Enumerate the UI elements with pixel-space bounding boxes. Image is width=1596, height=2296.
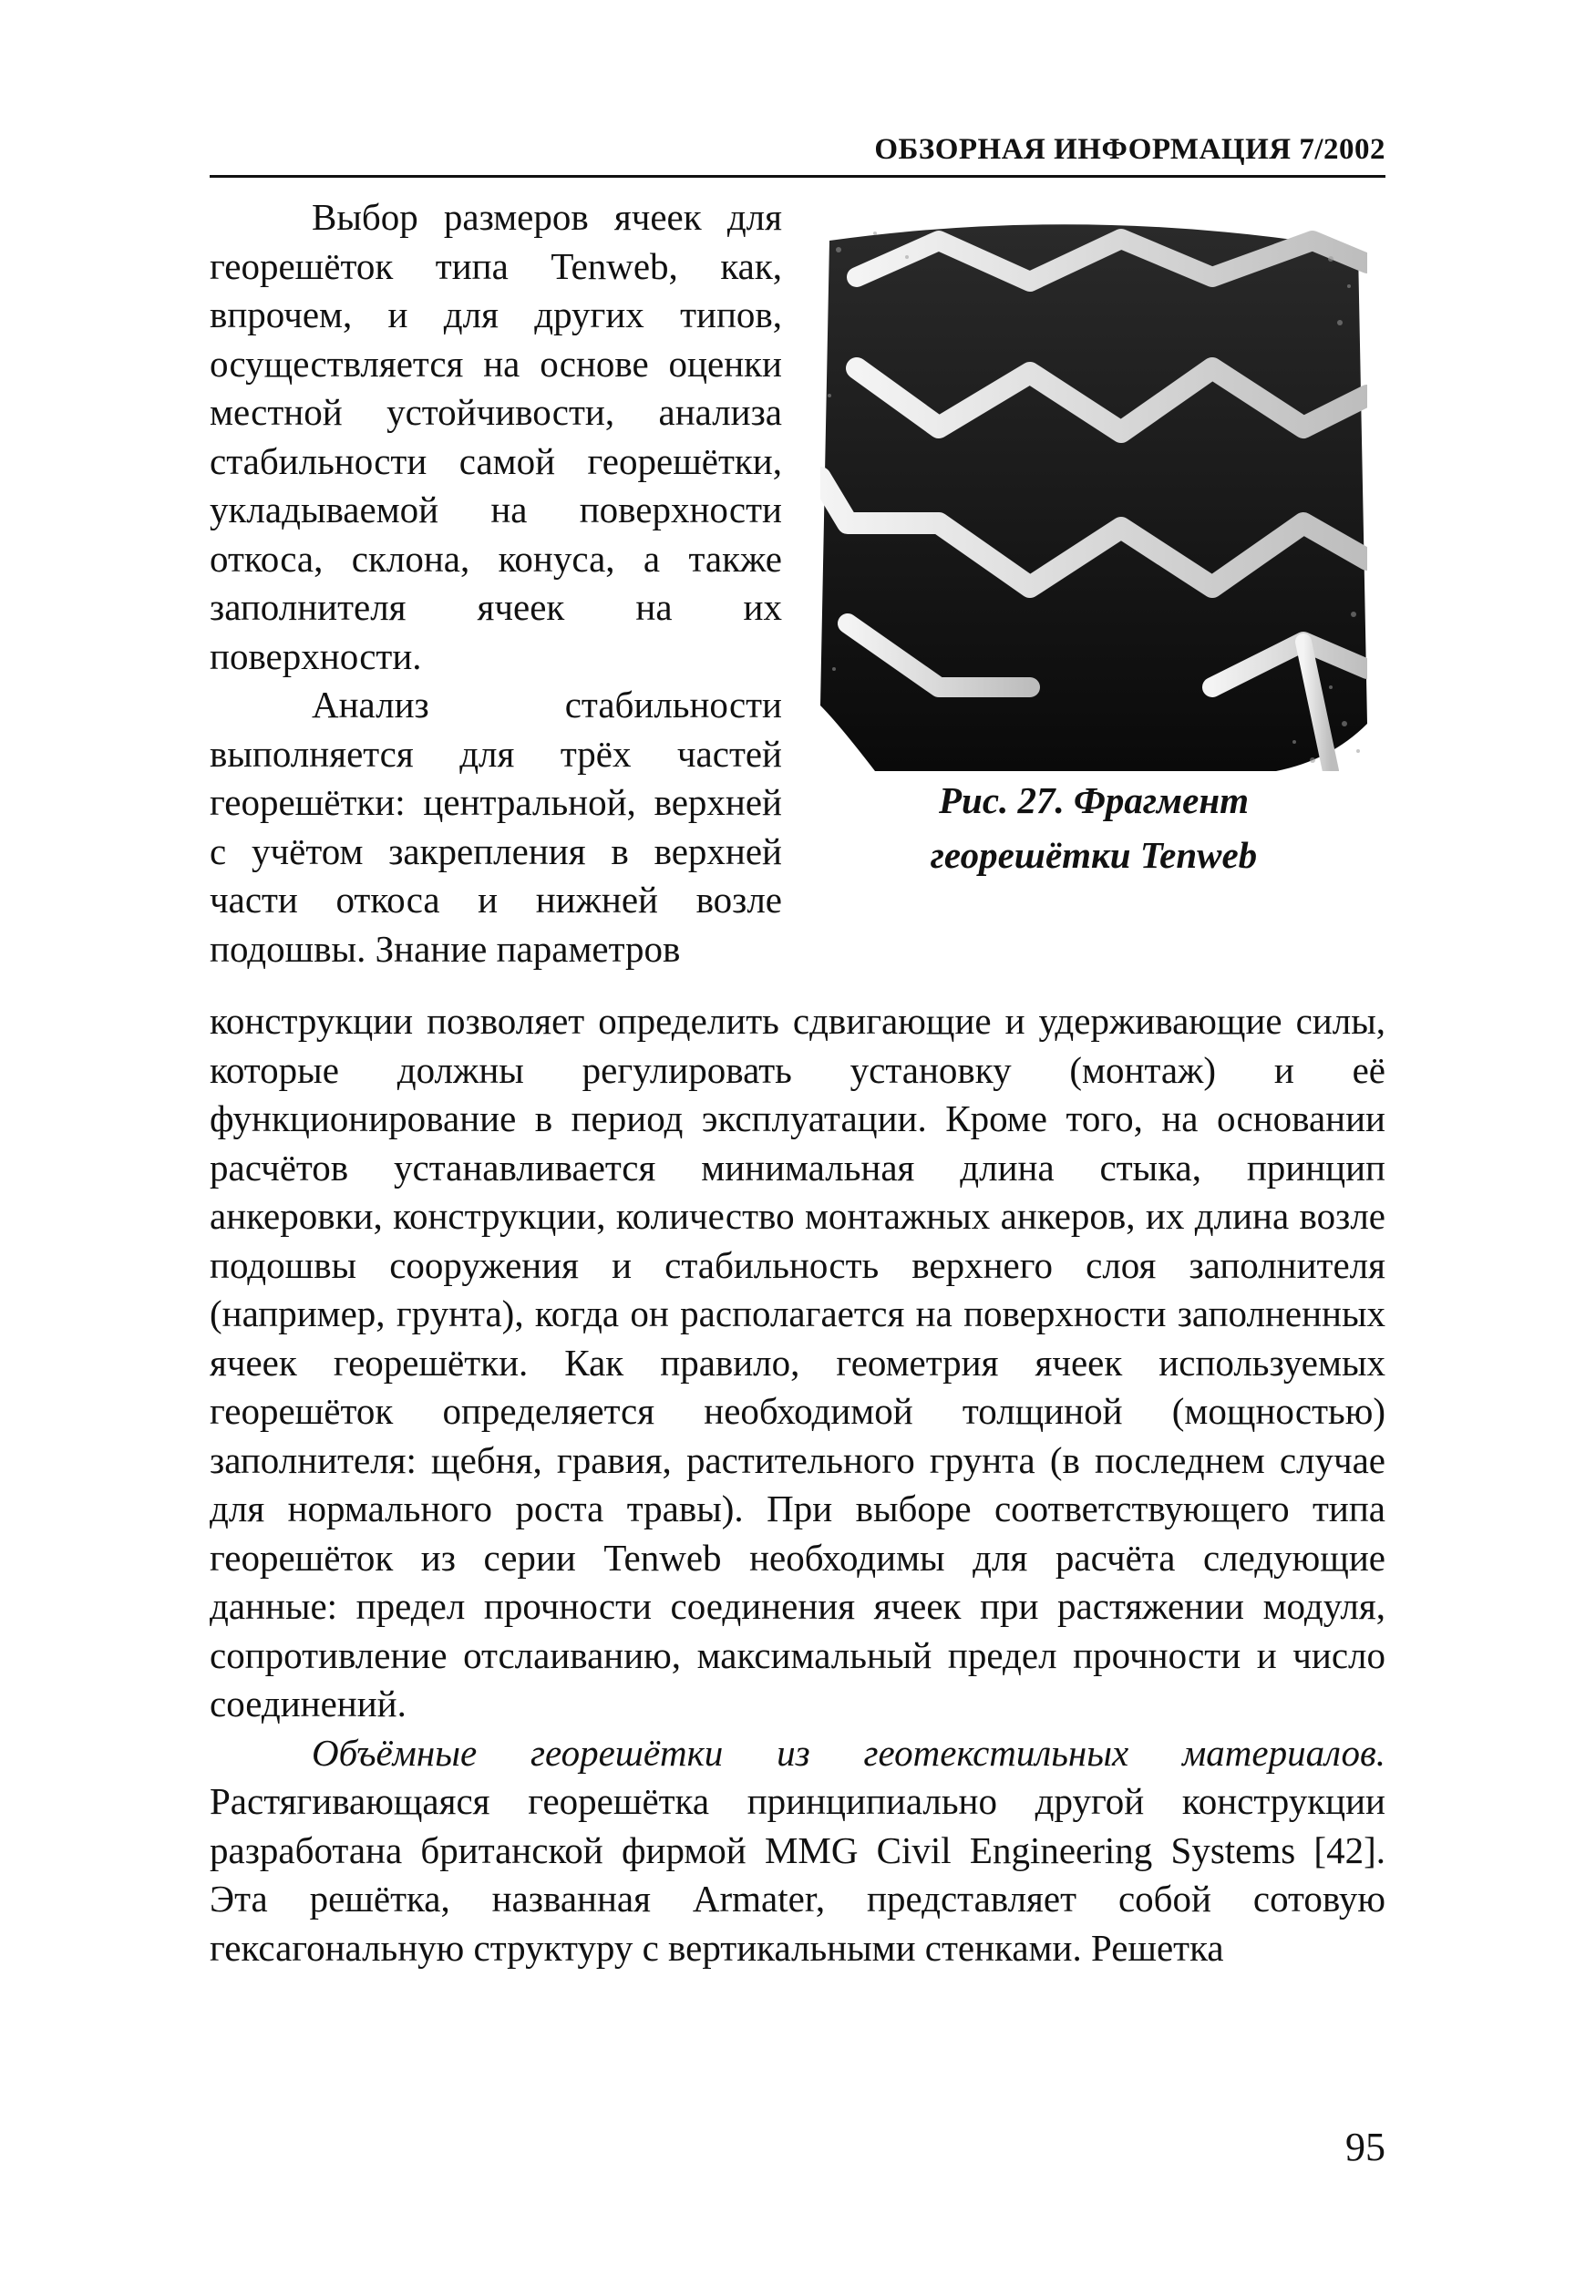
- header-rule: [210, 175, 1385, 178]
- paragraph-3: [210, 1729, 1385, 1973]
- paragraph-1: Выбор размеров ячеек для георешёток типа Tenweb, как, впрочем, и для других типов, осуществляется на основе оценки местной устойчивости, анализа стабильности самой георешётки, укладываемой на поверхности откоса, склона, конуса, а также заполнителя ячеек на их поверхности.: [210, 196, 782, 677]
- figure-photo-tenweb: [820, 213, 1367, 771]
- paragraph-3-body: Растягивающаяся георешётка принципиально другой конструкции разработана британской фирмой MMG Civil Engineering Systems [42]. Эта решётка, названная Armater, представляет собой сотовую гексагональную структуру с вертикальными стенками. Решетка: [210, 1780, 1385, 1969]
- figure-caption-line-1: Рис. 27. Фрагмент: [939, 779, 1249, 821]
- figure-caption: [820, 773, 1367, 882]
- figure-caption-line-2: георешётки Tenweb: [930, 834, 1258, 876]
- full-width-text: [210, 997, 1385, 1972]
- section-lead-in: Объёмные георешётки из геотекстильных материалов.: [312, 1731, 1385, 1774]
- paragraph-2-continuation: конструкции позволяет определить сдвигающие и удерживающие силы, которые должны регулировать установку (монтаж) и её функционирование в период эксплуатации. Кроме того, на основании расчётов устанавливается минимальная длина стыка, принцип анкеровки, конструкции, количество монтажных анкеров, их длина возле подошвы сооружения и стабильность верхнего слоя заполнителя (например, грунта), когда он располагается на поверхности заполненных ячеек георешётки. Как правило, геометрия ячеек используемых георешёток определяется необходимой толщиной (мощностью) заполнителя: щебня, гравия, растительного грунта (в последнем случае для нормального роста травы). При выборе соответствующего типа георешёток из серии Tenweb необходимы для расчёта следующие данные: предел прочности соединения ячеек при растяжении модуля, сопротивление отслаиванию, максимальный предел прочности и число соединений.: [210, 1000, 1385, 1725]
- page-number: 95: [1345, 2125, 1385, 2169]
- left-column-text: [210, 193, 782, 973]
- paragraph-2-start: Анализ стабильности выполняется для трёх частей георешётки: центральной, верхней с учётом закрепления в верхней части откоса и нижней возле подошвы. Знание параметров: [210, 684, 782, 970]
- geogrid-photo-image: [820, 213, 1367, 771]
- page-header: [210, 133, 1385, 179]
- running-title: ОБЗОРНАЯ ИНФОРМАЦИЯ 7/2002: [874, 133, 1385, 166]
